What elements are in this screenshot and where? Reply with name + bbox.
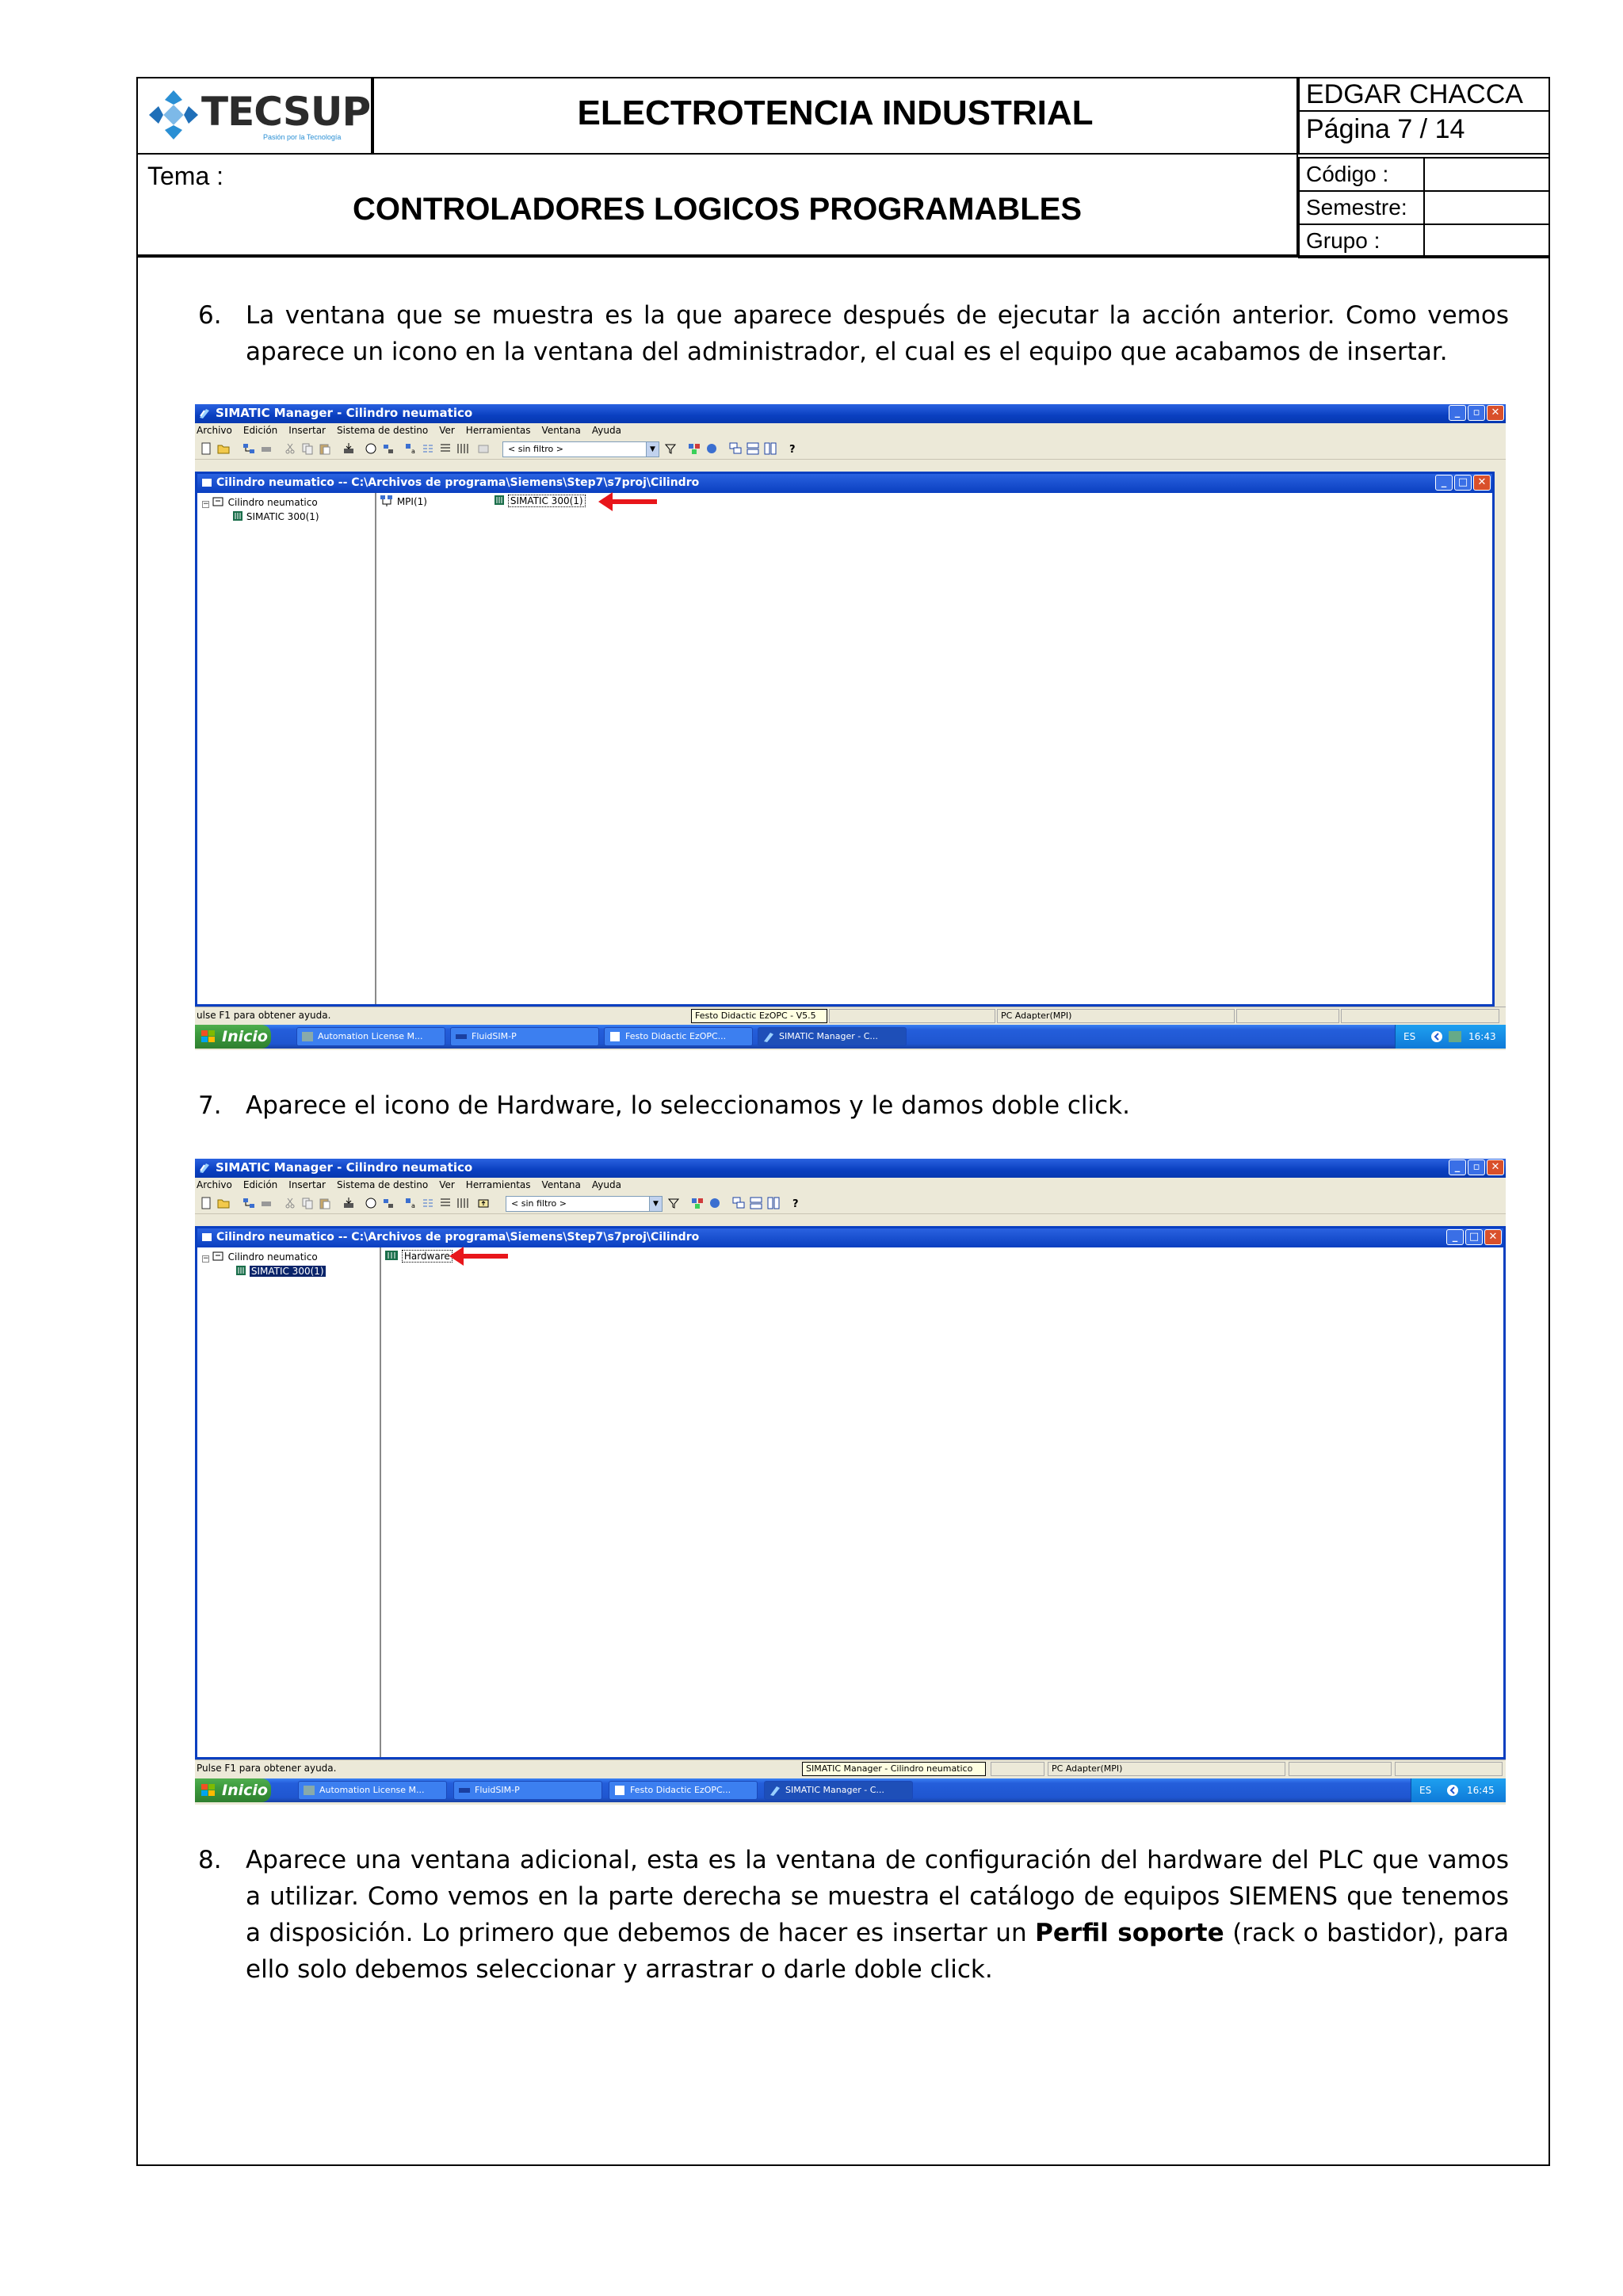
filter-select[interactable] — [502, 441, 659, 457]
station-node[interactable] — [494, 495, 586, 507]
step-8-text-before: Aparece una ventana adicional, esta es la ventana de configuración del hardware del PLC que vamos a utilizar. Como vemos en la parte derecha se muestra el catálogo de equipos SIEMENS que tenemos a disposición. Lo primero que debemos de hacer es insertar un — [246, 1846, 1509, 1947]
hardware-icon — [384, 1249, 399, 1262]
start-label: Inicio — [222, 1028, 268, 1045]
task-fluidsim[interactable] — [450, 1027, 599, 1046]
tray-back-icon[interactable] — [1446, 1784, 1459, 1797]
status-adapter — [997, 1009, 1235, 1023]
window-titlebar[interactable] — [195, 404, 1506, 423]
step-7-number: 7. — [198, 1091, 222, 1120]
menu-bar — [195, 423, 1506, 439]
status-tooltip-text: Festo Didactic EzOPC - V5.5 — [695, 1010, 816, 1021]
menu-archivo[interactable]: Archivo — [197, 1179, 232, 1190]
logo-tagline: Pasión por la Tecnología — [263, 133, 342, 141]
task-label: Festo Didactic EzOPC... — [625, 1031, 727, 1041]
semestre-label: Semestre: — [1306, 195, 1407, 220]
red-arrow-indicator — [611, 499, 657, 504]
small-icons-icon[interactable] — [422, 1197, 434, 1209]
offline-icon[interactable] — [382, 1197, 395, 1209]
author-name: EDGAR CHACCA — [1306, 79, 1523, 109]
tecsup-logo — [147, 84, 371, 147]
menu-ver[interactable]: Ver — [439, 425, 455, 436]
step-8-text — [246, 1842, 1509, 1988]
task-automation-license[interactable] — [298, 1781, 447, 1800]
tray-back-icon[interactable] — [1430, 1030, 1443, 1043]
project-content-pane — [378, 493, 1492, 1004]
status-bar — [195, 1007, 1506, 1024]
status-help-text: Pulse F1 para obtener ayuda. — [197, 1763, 337, 1774]
tile-horizontal-icon[interactable] — [750, 1197, 762, 1209]
station-node-label: SIMATIC 300(1) — [508, 495, 586, 507]
status-tooltip — [802, 1762, 986, 1776]
up-level-icon[interactable] — [477, 442, 490, 455]
svg-text:?: ? — [792, 1198, 799, 1209]
network-icon[interactable] — [242, 442, 255, 455]
copy-icon[interactable] — [301, 1197, 314, 1209]
cut-icon[interactable] — [284, 442, 296, 455]
status-field-4 — [1395, 1762, 1503, 1776]
system-tray — [1395, 1025, 1506, 1049]
filter-value: < sin filtro > — [508, 444, 563, 454]
language-indicator[interactable]: ES — [1419, 1785, 1432, 1796]
project-window-controls — [1446, 1229, 1502, 1245]
tema-label: Tema : — [147, 162, 224, 190]
up-level-icon[interactable] — [477, 1197, 490, 1209]
task-label: SIMATIC Manager - C... — [785, 1785, 884, 1795]
step-7-text: Aparece el icono de Hardware, lo seleccionamos y le damos doble click. — [246, 1091, 1130, 1120]
tile-vertical-icon[interactable] — [767, 1197, 780, 1209]
step-8 — [198, 1842, 1509, 1988]
tree-item-project-label: Cilindro neumatico — [227, 1251, 318, 1263]
new-file-icon[interactable] — [200, 442, 212, 455]
project-icon — [200, 476, 213, 489]
start-label: Inicio — [222, 1782, 268, 1799]
license-app-icon — [301, 1031, 314, 1042]
tree-item-station[interactable] — [232, 510, 319, 523]
accessible-nodes-icon[interactable] — [260, 442, 273, 455]
menu-herramientas[interactable]: Herramientas — [465, 425, 531, 436]
clock: 16:43 — [1468, 1031, 1496, 1042]
menu-herramientas[interactable]: Herramientas — [465, 1179, 531, 1190]
project-window — [195, 1226, 1506, 1759]
accessible-nodes-icon[interactable] — [260, 1197, 273, 1209]
step-6-text: La ventana que se muestra es la que aparece después de ejecutar la acción anterior. Como vemos aparece un icono en la ventana del administrador, el cual es el equipo que acabamos de insertar. — [246, 301, 1509, 366]
window-title: SIMATIC Manager - Cilindro neumatico — [216, 1160, 473, 1175]
netpro-icon[interactable] — [705, 442, 718, 455]
menu-archivo[interactable]: Archivo — [197, 425, 232, 436]
paste-icon[interactable] — [319, 442, 331, 455]
task-automation-license[interactable] — [296, 1027, 445, 1046]
project-window-title: Cilindro neumatico -- C:\Archivos de programa\Siemens\Step7\s7proj\Cilindro — [216, 1231, 700, 1244]
clock: 16:45 — [1467, 1785, 1495, 1796]
project-window-controls — [1435, 475, 1491, 491]
codigo-value-cell — [1423, 157, 1550, 192]
status-field-3 — [1236, 1009, 1339, 1023]
filter-value: < sin filtro > — [511, 1198, 567, 1209]
details-view-icon[interactable] — [456, 1197, 469, 1209]
step-8-bold-term: Perfil soporte — [1035, 1919, 1224, 1947]
restore-button[interactable]: ▫ — [1468, 1159, 1485, 1175]
subject-title: CONTROLADORES LOGICOS PROGRAMABLES — [352, 192, 1083, 227]
restore-button[interactable]: ▫ — [1468, 405, 1485, 421]
offline-icon[interactable] — [382, 442, 395, 455]
tile-horizontal-icon[interactable] — [747, 442, 759, 455]
status-adapter-text: PC Adapter(MPI) — [1001, 1010, 1072, 1021]
project-maximize-button[interactable]: □ — [1465, 1229, 1483, 1245]
online-icon[interactable] — [365, 442, 377, 455]
station-icon — [494, 495, 505, 506]
menu-ventana[interactable]: Ventana — [541, 1179, 581, 1190]
task-label: Automation License M... — [319, 1785, 425, 1795]
project-window-title: Cilindro neumatico -- C:\Archivos de programa\Siemens\Step7\s7proj\Cilindro — [216, 476, 700, 489]
simatic-app-icon — [769, 1785, 781, 1796]
project-close-button[interactable]: ✕ — [1473, 475, 1491, 491]
project-tree — [197, 1247, 381, 1757]
logo-wordmark: TECSUP — [201, 89, 371, 135]
windows-taskbar — [195, 1778, 1506, 1802]
list-view-icon[interactable] — [439, 1197, 452, 1209]
status-help-text: ulse F1 para obtener ayuda. — [197, 1010, 331, 1021]
details-view-icon[interactable] — [456, 442, 469, 455]
window-controls — [1449, 1159, 1504, 1175]
simatic-app-icon — [198, 407, 211, 419]
large-icons-icon[interactable] — [404, 1197, 417, 1209]
minimize-button[interactable]: _ — [1449, 405, 1466, 421]
status-field-1 — [829, 1009, 995, 1023]
grupo-value-cell — [1423, 223, 1550, 258]
tree-item-station-label: SIMATIC 300(1) — [250, 1266, 324, 1277]
task-fluidsim[interactable] — [453, 1781, 602, 1800]
window-title: SIMATIC Manager - Cilindro neumatico — [216, 406, 473, 420]
codigo-label: Código : — [1306, 162, 1389, 186]
menu-insertar[interactable]: Insertar — [288, 425, 326, 436]
task-label: FluidSIM-P — [475, 1785, 520, 1795]
status-adapter-text: PC Adapter(MPI) — [1052, 1763, 1123, 1774]
task-label: SIMATIC Manager - C... — [779, 1031, 878, 1041]
close-button[interactable]: ✕ — [1487, 405, 1504, 421]
menu-ayuda[interactable]: Ayuda — [591, 425, 621, 436]
ezopc-app-icon — [609, 1031, 621, 1042]
filter-icon[interactable] — [667, 1197, 680, 1209]
project-icon — [200, 1231, 213, 1244]
small-icons-icon[interactable] — [422, 442, 434, 455]
mpi-node-label: MPI(1) — [396, 496, 427, 507]
project-folder-icon — [212, 1251, 225, 1262]
menu-bar — [195, 1178, 1506, 1194]
project-folder-icon — [212, 496, 225, 507]
task-festo-ezopc[interactable] — [609, 1781, 758, 1800]
tree-item-project-label: Cilindro neumatico — [227, 497, 318, 508]
status-field-4 — [1341, 1009, 1499, 1023]
status-field-3 — [1289, 1762, 1392, 1776]
tree-item-station[interactable] — [235, 1265, 326, 1278]
task-label: Automation License M... — [318, 1031, 423, 1041]
task-festo-ezopc[interactable] — [604, 1027, 753, 1046]
tecsup-logo-icon — [147, 89, 200, 141]
minimize-button[interactable]: _ — [1449, 1159, 1466, 1175]
status-tooltip-text: SIMATIC Manager - Cilindro neumatico — [806, 1763, 973, 1774]
screenshot-simatic-2 — [195, 1159, 1506, 1805]
close-button[interactable]: ✕ — [1487, 1159, 1504, 1175]
tree-item-station-label: SIMATIC 300(1) — [246, 511, 319, 522]
paste-icon[interactable] — [319, 1197, 331, 1209]
svg-text:?: ? — [789, 444, 796, 455]
step-8-number: 8. — [198, 1846, 222, 1874]
course-title: ELECTROTENCIA INDUSTRIAL — [577, 94, 1094, 132]
task-simatic-manager[interactable] — [758, 1027, 907, 1046]
system-tray — [1411, 1778, 1506, 1802]
step-7 — [198, 1087, 1509, 1124]
windows-flag-icon — [201, 1784, 216, 1797]
project-tree — [197, 493, 376, 1004]
project-window-titlebar[interactable] — [197, 1228, 1503, 1247]
station-icon — [232, 510, 243, 521]
mpi-node[interactable] — [380, 495, 427, 508]
download-icon[interactable] — [342, 1197, 355, 1209]
project-maximize-button[interactable]: □ — [1454, 475, 1472, 491]
project-window-titlebar[interactable] — [197, 474, 1492, 493]
help-icon[interactable] — [788, 442, 800, 455]
chevron-down-icon[interactable]: ▼ — [649, 1197, 662, 1211]
simatic-app-icon — [198, 1161, 211, 1174]
start-button[interactable] — [195, 1778, 271, 1802]
status-field-1 — [991, 1762, 1044, 1776]
menu-sistema-destino[interactable]: Sistema de destino — [337, 1179, 429, 1190]
tree-item-project[interactable]: − Cilindro neumatico — [203, 497, 318, 508]
menu-edicion[interactable]: Edición — [242, 1179, 278, 1190]
station-icon — [235, 1265, 246, 1276]
task-label: FluidSIM-P — [472, 1031, 517, 1041]
help-icon[interactable] — [791, 1197, 804, 1209]
tile-vertical-icon[interactable] — [764, 442, 777, 455]
svg-text:a: a — [411, 448, 415, 455]
ezopc-app-icon — [613, 1785, 626, 1796]
netpro-icon[interactable] — [708, 1197, 721, 1209]
status-adapter — [1048, 1762, 1285, 1776]
step-8-text-after: (rack o bastidor), para ello solo debemos seleccionar y arrastrar o darle doble click. — [246, 1919, 1509, 1984]
menu-insertar[interactable]: Insertar — [288, 1179, 326, 1190]
project-minimize-button[interactable]: _ — [1446, 1229, 1464, 1245]
screenshot-simatic-1 — [195, 404, 1506, 1050]
step-6-number: 6. — [198, 301, 222, 330]
language-indicator[interactable]: ES — [1403, 1031, 1416, 1042]
simulation-icon[interactable] — [688, 442, 701, 455]
menu-ventana[interactable]: Ventana — [541, 425, 581, 436]
cascade-icon[interactable] — [732, 1197, 745, 1209]
open-folder-icon[interactable] — [217, 442, 230, 455]
status-bar — [195, 1759, 1506, 1777]
download-icon[interactable] — [342, 442, 355, 455]
task-simatic-manager[interactable] — [764, 1781, 913, 1800]
menu-ayuda[interactable]: Ayuda — [591, 1179, 621, 1190]
project-minimize-button[interactable]: _ — [1435, 475, 1453, 491]
tree-item-project[interactable]: − Cilindro neumatico — [203, 1251, 318, 1263]
toolbar — [195, 1194, 1506, 1214]
network-icon — [380, 495, 394, 507]
list-view-icon[interactable] — [439, 442, 452, 455]
online-icon[interactable] — [365, 1197, 377, 1209]
windows-taskbar — [195, 1025, 1506, 1049]
hardware-node[interactable] — [384, 1249, 453, 1263]
semestre-value-cell — [1423, 190, 1550, 225]
cut-icon[interactable] — [284, 1197, 296, 1209]
menu-edicion[interactable]: Edición — [242, 425, 278, 436]
task-label: Festo Didactic EzOPC... — [630, 1785, 731, 1795]
project-close-button[interactable]: ✕ — [1484, 1229, 1502, 1245]
fluidsim-app-icon — [455, 1031, 468, 1042]
filter-select[interactable] — [506, 1196, 663, 1212]
filter-icon[interactable] — [664, 442, 677, 455]
project-content-pane — [383, 1247, 1503, 1757]
page-number: Página 7 / 14 — [1306, 114, 1465, 144]
step-6 — [198, 297, 1509, 370]
svg-text:a: a — [411, 1202, 415, 1209]
project-window — [195, 472, 1495, 1007]
tray-app-icon[interactable] — [1448, 1030, 1462, 1043]
fluidsim-app-icon — [458, 1785, 471, 1796]
new-file-icon[interactable] — [200, 1197, 212, 1209]
red-arrow-indicator — [462, 1254, 508, 1259]
window-controls — [1449, 405, 1504, 421]
network-icon[interactable] — [242, 1197, 255, 1209]
grupo-label: Grupo : — [1306, 228, 1381, 253]
header-rule — [136, 255, 1550, 258]
hardware-node-label: Hardware — [402, 1250, 453, 1263]
large-icons-icon[interactable] — [404, 442, 417, 455]
cascade-icon[interactable] — [729, 442, 742, 455]
copy-icon[interactable] — [301, 442, 314, 455]
menu-sistema-destino[interactable]: Sistema de destino — [337, 425, 429, 436]
toolbar — [195, 439, 1506, 460]
simatic-app-icon — [762, 1031, 775, 1042]
start-button[interactable] — [195, 1025, 271, 1049]
status-tooltip — [691, 1009, 827, 1023]
simulation-icon[interactable] — [691, 1197, 704, 1209]
window-titlebar[interactable] — [195, 1159, 1506, 1178]
menu-ver[interactable]: Ver — [439, 1179, 455, 1190]
open-folder-icon[interactable] — [217, 1197, 230, 1209]
chevron-down-icon[interactable]: ▼ — [646, 442, 659, 457]
windows-flag-icon — [201, 1030, 216, 1043]
license-app-icon — [303, 1785, 315, 1796]
